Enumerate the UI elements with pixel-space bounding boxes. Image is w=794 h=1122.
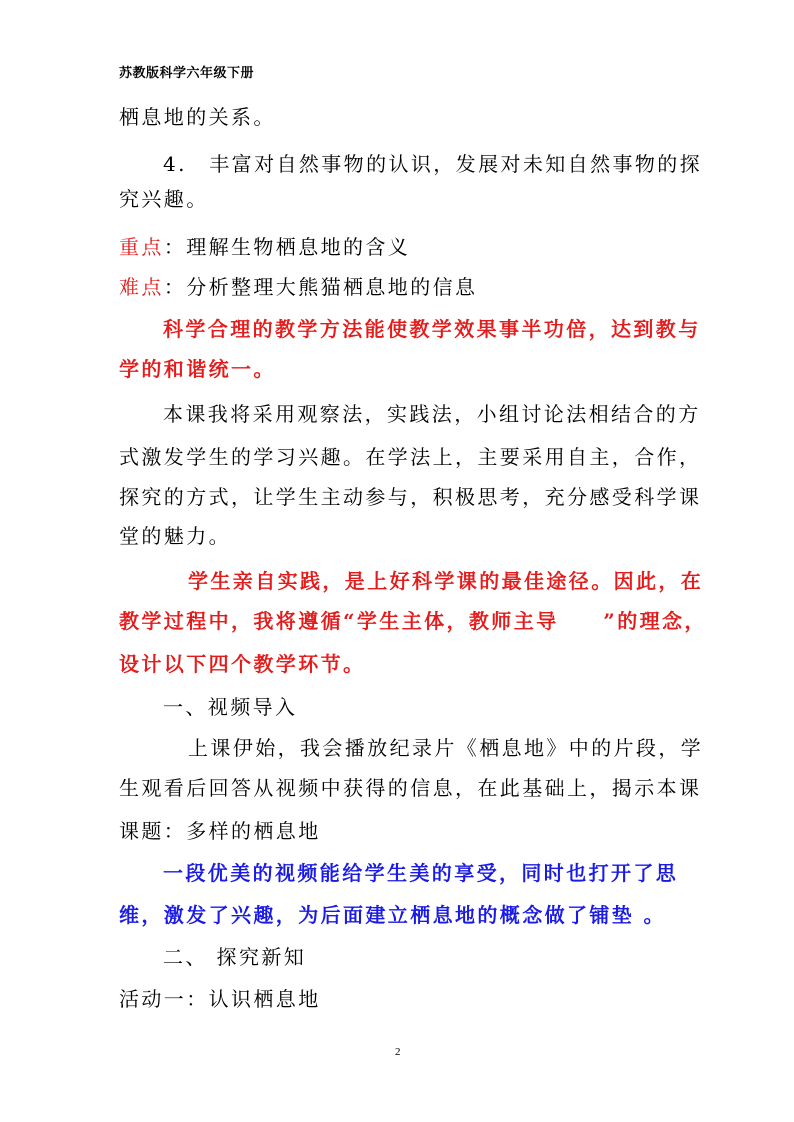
body-line: 本课我将采用观察法，实践法，小组讨论法相结合的方 bbox=[163, 402, 701, 426]
video-emphasis-line: 维，激发了兴趣，为后面建立栖息地的概念做了铺垫 。 bbox=[119, 903, 666, 927]
practice-emphasis-line: 学生亲自实践，是上好科学课的最佳途径。因此，在 bbox=[188, 569, 704, 593]
objective-4-line: 4. 丰富对自然事物的认识，发展对未知自然事物的探 bbox=[163, 152, 703, 176]
body-line: 上课伊始，我会播放纪录片《栖息地》中的片段，学 bbox=[188, 736, 704, 760]
body-line: 生观看后回答从视频中获得的信息，在此基础上，揭示本课 bbox=[119, 776, 702, 800]
activity-heading: 活动一：认识栖息地 bbox=[119, 987, 321, 1011]
document-header: 苏教版科学六年级下册 bbox=[119, 66, 255, 81]
practice-emphasis-line: 教学过程中，我将遵循“学生主体，教师主导 ”的理念， bbox=[119, 609, 707, 633]
method-emphasis-line: 学的和谐统一。 bbox=[119, 357, 276, 381]
key-point-label: 重点 bbox=[119, 235, 164, 259]
body-line: 探究的方式，让学生主动参与，积极思考，充分感受科学课 bbox=[119, 485, 702, 509]
body-line: 课题：多样的栖息地 bbox=[119, 819, 321, 843]
practice-emphasis-line: 设计以下四个教学环节。 bbox=[119, 652, 366, 676]
body-line: 栖息地的关系。 bbox=[119, 105, 276, 129]
section-heading-video: 一、视频导入 bbox=[163, 695, 298, 719]
page-number: 2 bbox=[395, 1046, 401, 1058]
body-line: 式激发学生的学习兴趣。在学法上，主要采用自主，合作， bbox=[119, 445, 702, 469]
body-line: 堂的魅力。 bbox=[119, 524, 231, 548]
section-heading-explore: 二、 探究新知 bbox=[163, 945, 307, 969]
key-point-line bbox=[119, 231, 410, 260]
key-point-text: ：理解生物栖息地的含义 bbox=[163, 235, 411, 259]
difficult-point-line bbox=[119, 271, 477, 300]
body-line: 究兴趣。 bbox=[119, 187, 209, 211]
video-emphasis-line: 一段优美的视频能给学生美的享受，同时也打开了思 bbox=[163, 861, 679, 885]
method-emphasis-line: 科学合理的教学方法能使教学效果事半功倍，达到教与 bbox=[163, 317, 701, 341]
difficult-point-label: 难点 bbox=[119, 275, 164, 299]
difficult-point-text: ：分析整理大熊猫栖息地的信息 bbox=[163, 275, 478, 299]
